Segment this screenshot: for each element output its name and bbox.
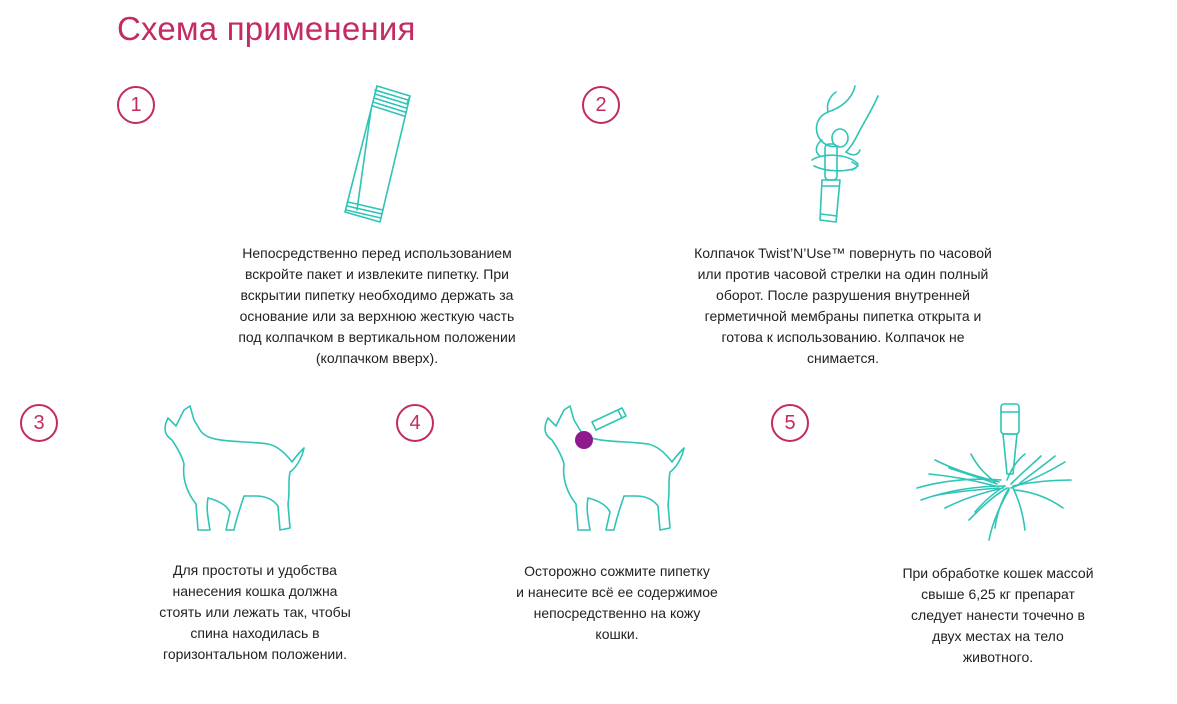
desc-line: и нанесите всё ее содержимое [516, 584, 718, 600]
desc-line: кошки. [595, 626, 639, 642]
step-number-badge: 3 [20, 404, 58, 442]
desc-line: Осторожно сожмите пипетку [524, 563, 710, 579]
desc-line: нанесения кошка должна [172, 583, 338, 599]
desc-line: животного. [962, 649, 1034, 665]
application-dot [575, 431, 593, 449]
desc-line: основание или за верхнюю жесткую часть [239, 308, 515, 324]
desc-line: (колпачком вверх). [315, 350, 439, 366]
pipette-in-fur-icon [915, 400, 1075, 550]
desc-line: свыше 6,25 кг препарат [921, 586, 1075, 602]
desc-line: двух местах на тело [932, 628, 1064, 644]
step-4-description [497, 561, 737, 645]
desc-line: готова к использованию. Колпачок не [721, 329, 965, 345]
desc-line: герметичной мембраны пипетка открыта и [704, 308, 982, 324]
desc-line: При обработке кошек массой [902, 565, 1094, 581]
desc-line: оборот. После разрушения внутренней [716, 287, 970, 303]
step-number-badge: 5 [771, 404, 809, 442]
pipette-package-icon [335, 82, 415, 222]
desc-line: горизонтальном положении. [163, 646, 347, 662]
desc-line: спина находилась в [190, 625, 320, 641]
step-number-badge: 1 [117, 86, 155, 124]
hand-twist-cap-icon [800, 82, 890, 232]
step-number-badge: 2 [582, 86, 620, 124]
step-1-description [222, 243, 532, 369]
desc-line: непосредственно на кожу [533, 605, 701, 621]
desc-line: стоять или лежать так, чтобы [159, 604, 351, 620]
desc-line: вскрытии пипетку необходимо держать за [240, 287, 514, 303]
desc-line: следует нанести точечно в [911, 607, 1085, 623]
desc-line: Колпачок Twist’N’Use™ повернуть по часовой [694, 245, 992, 261]
desc-line: снимается. [806, 350, 879, 366]
page-title: Схема применения [117, 10, 416, 47]
step-3-description [120, 560, 390, 665]
desc-line: или против часовой стрелки на один полный [697, 266, 989, 282]
step-number-badge: 4 [396, 404, 434, 442]
step-5-description [873, 563, 1123, 668]
standing-cat-icon [160, 400, 310, 540]
desc-line: Непосредственно перед использованием [242, 245, 512, 261]
desc-line: под колпачком в вертикальном положении [238, 329, 516, 345]
desc-line: Для простоты и удобства [173, 562, 337, 578]
step-2-description [683, 243, 1003, 369]
desc-line: вскройте пакет и извлеките пипетку. При [245, 266, 509, 282]
cat-with-pipette-icon [540, 400, 700, 540]
